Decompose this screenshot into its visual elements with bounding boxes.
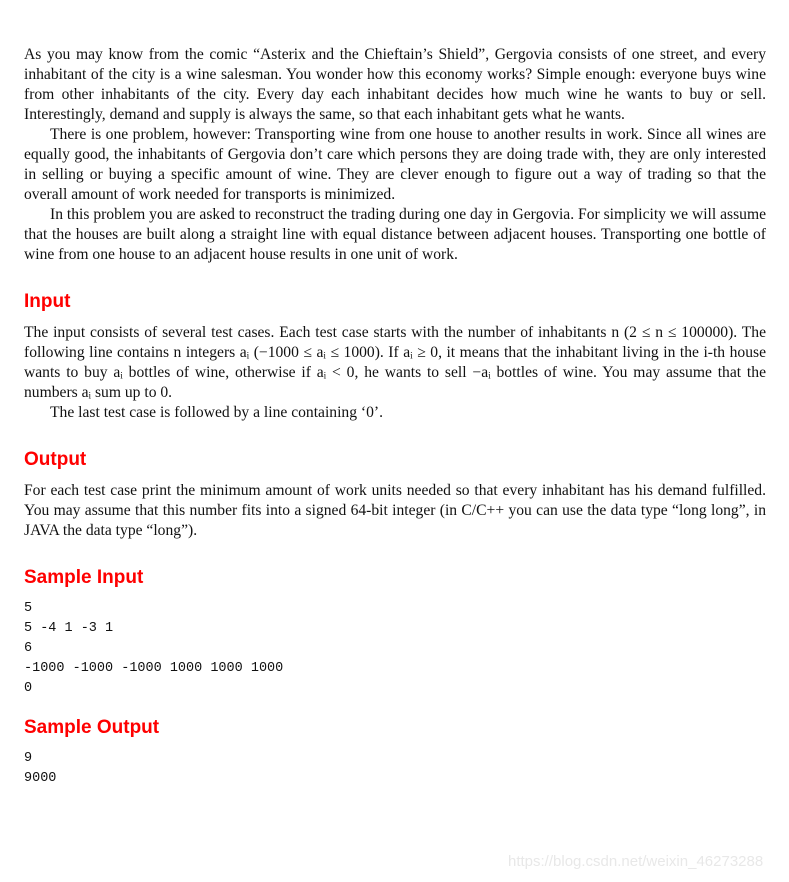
- input-heading: Input: [24, 291, 71, 312]
- sample-input-block: [24, 599, 766, 699]
- intro-paragraph: There is one problem, however: Transporting wine from one house to another results in work. Since all wines are equally good, the inhabitants of Gergovia don’t care which persons they are doing trade with, they are only interested in selling or buying a specific amount of wine. They are clever enough to figure out a way of trading so that the overall amount of work needed for transports is minimized.: [24, 126, 766, 203]
- sample-output-heading: Sample Output: [24, 717, 160, 738]
- sample-input-line: 5: [24, 601, 33, 616]
- output-paragraph: For each test case print the minimum amount of work units needed so that every inhabitant has his demand fulfilled. You may assume that this number fits into a signed 64-bit integer (in C/C++ you can use the data type “long long”, in JAVA the data type “long”).: [24, 482, 766, 539]
- problem-statement: [24, 45, 766, 789]
- sample-input-line: 0: [24, 681, 33, 696]
- sample-output-block: [24, 749, 766, 789]
- sample-output-line: 9000: [24, 771, 57, 786]
- sample-input-line: -1000 -1000 -1000 1000 1000 1000: [24, 661, 284, 676]
- intro-paragraph: As you may know from the comic “Asterix and the Chieftain’s Shield”, Gergovia consists of one street, and every inhabitant of the city is a wine salesman. You wonder how this economy works? Simple enough: everyone buys wine from other inhabitants of the city. Every day each inhabitant decides how much wine he wants to buy or sell. Interestingly, demand and supply is always the same, so that each inhabitant gets what he wants.: [24, 46, 766, 123]
- input-paragraph: The last test case is followed by a line containing ‘0’.: [50, 404, 384, 421]
- intro-paragraph: In this problem you are asked to reconstruct the trading during one day in Gergovia. For simplicity we will assume that the houses are built along a straight line with equal distance between adjacent houses. Transporting one bottle of wine from one house to an adjacent house results in one unit of work.: [24, 206, 767, 263]
- sample-input-line: 6: [24, 641, 33, 656]
- sample-input-line: 5 -4 1 -3 1: [24, 621, 114, 636]
- output-heading: Output: [24, 449, 87, 470]
- watermark: https://blog.csdn.net/weixin_46273288: [508, 853, 764, 870]
- sample-input-heading: Sample Input: [24, 567, 144, 588]
- sample-output-line: 9: [24, 751, 33, 766]
- input-paragraph: The input consists of several test cases. Each test case starts with the number of inhabitants n (2 ≤ n ≤ 100000). The following line contains n integers aᵢ (−1000 ≤ aᵢ ≤ 1000). If aᵢ ≥ 0, it means that the inhabitant living in the i-th house wants to buy aᵢ bottles of wine, otherwise if aᵢ < 0, he wants to sell −aᵢ bottles of wine. You may assume that the numbers aᵢ sum up to 0.: [24, 324, 766, 401]
